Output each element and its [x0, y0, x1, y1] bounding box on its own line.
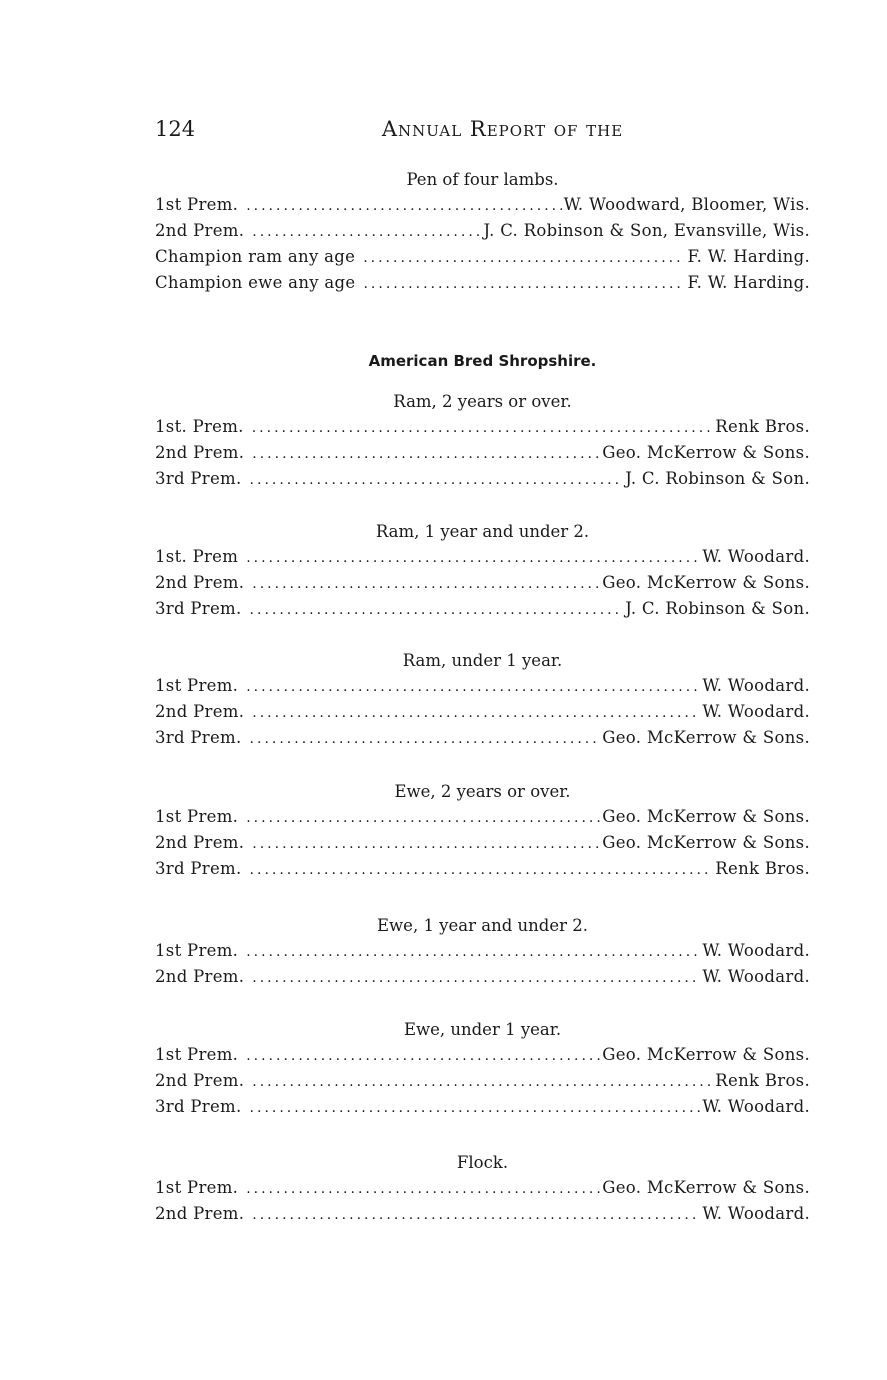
- award-entry: [155, 244, 810, 270]
- dot-leader: [252, 1069, 713, 1095]
- award-group: [155, 1151, 810, 1227]
- prize-label: 2nd Prem.: [155, 573, 245, 592]
- dot-leader: [250, 857, 714, 883]
- prize-label: 2nd Prem.: [155, 1071, 245, 1090]
- dot-leader: [252, 415, 714, 441]
- prize-label: 3rd Prem.: [155, 469, 242, 488]
- award-entry: [155, 964, 810, 990]
- group-heading: Flock.: [456, 1153, 509, 1172]
- winner-name: Renk Bros.: [715, 417, 810, 436]
- prize-label: 1st. Prem: [155, 547, 239, 566]
- award-entry: [155, 570, 810, 596]
- group-heading: Pen of four lambs.: [406, 170, 559, 189]
- group-heading: Ewe, under 1 year.: [403, 1020, 562, 1039]
- award-entry: [155, 270, 810, 296]
- award-group: [155, 914, 810, 990]
- dot-leader: [246, 1176, 600, 1202]
- dot-leader: [246, 805, 600, 831]
- winner-name: W. Woodard.: [702, 676, 810, 695]
- group-heading: Ram, 1 year and under 2.: [375, 522, 590, 541]
- award-entry: [155, 830, 810, 856]
- winner-name: W. Woodard.: [702, 1097, 810, 1116]
- dot-leader: [250, 1095, 701, 1121]
- winner-name: Geo. McKerrow & Sons.: [602, 573, 810, 592]
- award-entry: [155, 673, 810, 699]
- award-entry: [155, 466, 810, 492]
- page-number: 124: [155, 117, 196, 141]
- winner-name: J. C. Robinson & Son.: [625, 599, 810, 618]
- award-entry: [155, 1201, 810, 1227]
- group-heading: Ewe, 2 years or over.: [394, 782, 571, 801]
- award-group: [155, 390, 810, 492]
- winner-name: W. Woodard.: [702, 941, 810, 960]
- dot-leader: [250, 467, 624, 493]
- prize-label: Champion ewe any age: [155, 273, 356, 292]
- prize-label: 1st. Prem.: [155, 417, 244, 436]
- prize-label: 1st Prem.: [155, 941, 239, 960]
- award-entry: [155, 414, 810, 440]
- prize-label: 2nd Prem.: [155, 833, 245, 852]
- section-title: American Bred Shropshire.: [368, 352, 597, 370]
- winner-name: Geo. McKerrow & Sons.: [602, 1178, 810, 1197]
- award-entry: [155, 938, 810, 964]
- dot-leader: [246, 193, 561, 219]
- prize-label: 1st Prem.: [155, 676, 239, 695]
- dot-leader: [252, 571, 600, 597]
- group-heading: Ram, 2 years or over.: [393, 392, 572, 411]
- dot-leader: [252, 1202, 700, 1228]
- award-entry: [155, 440, 810, 466]
- winner-name: W. Woodward, Bloomer, Wis.: [563, 195, 810, 214]
- winner-name: W. Woodard.: [702, 702, 810, 721]
- dot-leader: [363, 271, 685, 297]
- winner-name: Renk Bros.: [715, 1071, 810, 1090]
- award-group: [155, 520, 810, 622]
- award-group: [155, 1018, 810, 1120]
- winner-name: J. C. Robinson & Son.: [625, 469, 810, 488]
- dot-leader: [252, 441, 600, 467]
- prize-label: 3rd Prem.: [155, 859, 242, 878]
- award-entry: [155, 1068, 810, 1094]
- award-entry: [155, 856, 810, 882]
- prize-label: 2nd Prem.: [155, 443, 245, 462]
- award-entry: [155, 596, 810, 622]
- running-head: Annual Report of the: [381, 117, 624, 141]
- dot-leader: [252, 831, 600, 857]
- prize-label: 3rd Prem.: [155, 1097, 242, 1116]
- winner-name: W. Woodard.: [702, 547, 810, 566]
- award-entry: [155, 804, 810, 830]
- award-entry: [155, 1094, 810, 1120]
- winner-name: F. W. Harding.: [687, 273, 810, 292]
- page-header: [155, 114, 810, 144]
- prize-label: 2nd Prem.: [155, 967, 245, 986]
- award-group: [155, 780, 810, 882]
- prize-label: 2nd Prem.: [155, 1204, 245, 1223]
- award-entry: [155, 192, 810, 218]
- prize-label: 1st Prem.: [155, 807, 239, 826]
- prize-label: 2nd Prem.: [155, 221, 245, 240]
- award-entry: [155, 218, 810, 244]
- dot-leader: [252, 965, 700, 991]
- winner-name: Geo. McKerrow & Sons.: [602, 1045, 810, 1064]
- prize-label: 3rd Prem.: [155, 599, 242, 618]
- winner-name: W. Woodard.: [702, 967, 810, 986]
- dot-leader: [252, 700, 700, 726]
- award-entry: [155, 544, 810, 570]
- award-entry: [155, 725, 810, 751]
- group-heading: Ewe, 1 year and under 2.: [377, 916, 588, 935]
- dot-leader: [250, 726, 601, 752]
- dot-leader: [252, 219, 481, 245]
- dot-leader: [246, 545, 700, 571]
- winner-name: F. W. Harding.: [687, 247, 810, 266]
- pen-of-four-lambs-group: [155, 168, 810, 296]
- prize-label: 1st Prem.: [155, 1045, 239, 1064]
- prize-label: 3rd Prem.: [155, 728, 242, 747]
- winner-name: W. Woodard.: [702, 1204, 810, 1223]
- award-entry: [155, 1042, 810, 1068]
- winner-name: Geo. McKerrow & Sons.: [602, 807, 810, 826]
- dot-leader: [363, 245, 685, 271]
- prize-label: Champion ram any age: [155, 247, 356, 266]
- dot-leader: [250, 597, 624, 623]
- winner-name: Geo. McKerrow & Sons.: [602, 728, 810, 747]
- prize-label: 2nd Prem.: [155, 702, 245, 721]
- prize-label: 1st Prem.: [155, 195, 239, 214]
- award-group: [155, 649, 810, 751]
- award-entry: [155, 699, 810, 725]
- award-entry: [155, 1175, 810, 1201]
- group-heading: Ram, under 1 year.: [402, 651, 563, 670]
- winner-name: Geo. McKerrow & Sons.: [602, 833, 810, 852]
- dot-leader: [246, 939, 700, 965]
- winner-name: Geo. McKerrow & Sons.: [602, 443, 810, 462]
- dot-leader: [246, 1043, 600, 1069]
- winner-name: Renk Bros.: [715, 859, 810, 878]
- prize-label: 1st Prem.: [155, 1178, 239, 1197]
- dot-leader: [246, 674, 700, 700]
- winner-name: J. C. Robinson & Son, Evansville, Wis.: [483, 221, 810, 240]
